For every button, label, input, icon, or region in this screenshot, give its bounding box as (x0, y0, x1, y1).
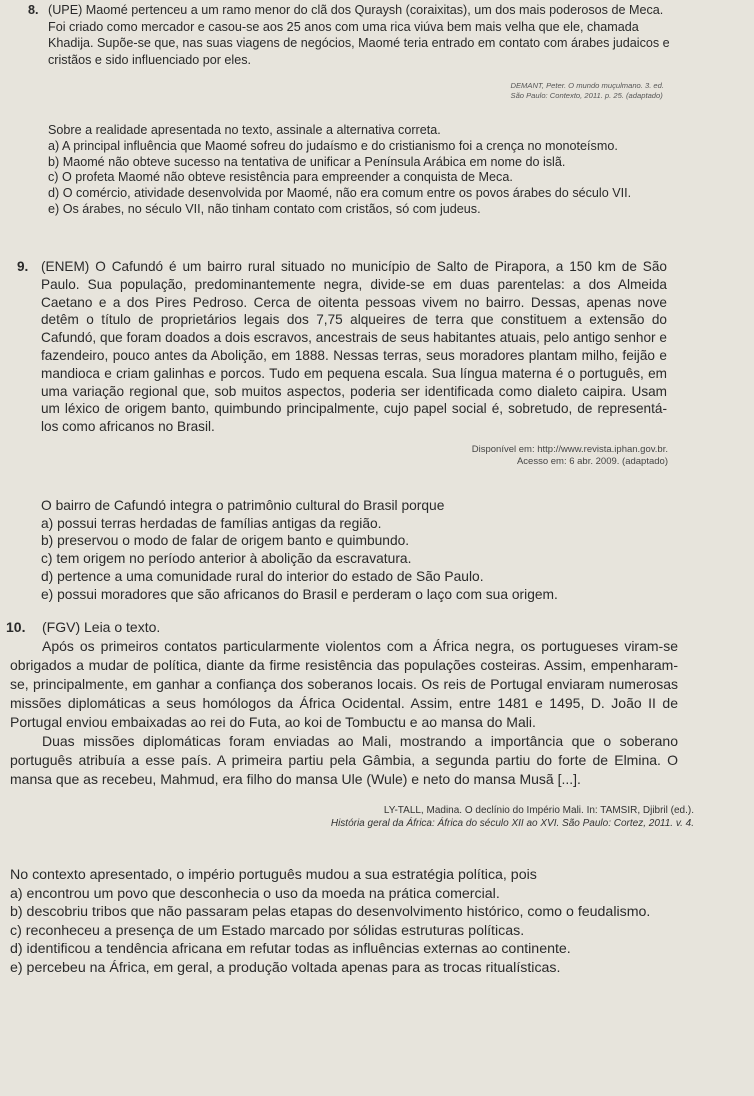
question-prompt-block (10, 866, 710, 978)
question-prompt: O bairro de Cafundó integra o patrimônio cultural do Brasil porque (41, 498, 445, 513)
alternative-b[interactable]: b) descobriu tribos que não passaram pelas etapas do desenvolvimento histórico, como o feudalismo. (10, 904, 651, 921)
alternative-c[interactable]: c) tem origem no período anterior à abolição da escravatura. (41, 551, 412, 567)
source-line: LY-TALL, Madina. O declínio do Império Mali. In: TAMSIR, Djibril (ed.). (383, 805, 694, 816)
alternative-a[interactable]: a) encontrou um povo que desconhecia o uso da moeda na prática comercial. (10, 885, 500, 902)
source-line: Disponível em: http://www.revista.iphan.gov.br. (471, 444, 668, 455)
source-line: DEMANT, Peter. O mundo muçulmano. 3. ed. (510, 81, 664, 90)
question-prompt-block (48, 123, 688, 218)
question-text: (ENEM) O Cafundó é um bairro rural situado no município de Salto de Pirapora, a 150 km de São Paulo. Sua população, predominantemente negra, divide-se em duas parentelas: a dos Almeida Caetano e a dos Pires Pedroso. Cerca de oitenta pessoas vivem no bairro. Dessas, apenas nove detêm o título de proprietários legais dos 7,75 alqueires de terra que constituem a extensão do Cafundó, que foram doados a dois escravos, ancestrais de seus habitantes atuais, pelo antigo senhor e fazendeiro, pouco antes da Abolição, em 1888. Nessas terras, seus moradores plantam milho, feijão e mandioca e criam galinhas e porcos. Tudo em pequena escala. Sua língua materna é o português, em uma variação regional que, sob muitos aspectos, poderia ser identificada como dialeto caipira. Usam um léxico de origem banto, quimbundo principalmente, cujo papel social é, sobretudo, de representá-los como africanos no Brasil. (41, 259, 667, 435)
source-line: História geral da África: África do século XII ao XVI. São Paulo: Cortez, 2011. v. 4. (330, 818, 694, 829)
alternative-e[interactable]: e) possui moradores que são africanos do Brasil e perderam o laço com sua origem. (41, 586, 558, 602)
question-number: 10. (6, 619, 26, 635)
question-prompt: Sobre a realidade apresentada no texto, assinale a alternativa correta. (48, 123, 441, 137)
alternative-a[interactable]: a) A principal influência que Maomé sofreu do judaísmo e do cristianismo foi a crença no monoteísmo. (48, 138, 618, 153)
question-number: 9. (17, 259, 29, 274)
question-heading: (FGV) Leia o texto. (42, 619, 161, 635)
text-paragraph: Duas missões diplomáticas foram enviadas ao Mali, mostrando a importância que o soberano português atribuía a esse país. A primeira partiu pela Gâmbia, a segunda partiu do forte de Elmina. O mansa que as recebeu, Mahmud, era filho do mansa Ule (Wule) e neto do mansa Musã [...]. (10, 733, 678, 787)
source-citation (331, 804, 694, 830)
alternative-c[interactable]: c) O profeta Maomé não obteve resistência para empreender a conquista de Meca. (48, 170, 513, 185)
text-paragraph: Após os primeiros contatos particularmente violentos com a África negra, os portugueses viram-se obrigados a mudar de política, diante da firme resistência das populações costeiras. Assim, empenharam-se, principalmente, em ganhar a confiança dos soberanos locais. Os reis de Portugal enviaram numerosas missões diplomáticas a seus homólogos da África Ocidental. Assim, entre 1481 e 1495, D. João II de Portugal enviou embaixadas ao rei do Futa, ao koi de Tombuctu e ao mansa do Mali. (10, 638, 678, 730)
question-prompt-block (41, 497, 701, 603)
alternative-d[interactable]: d) identificou a tendência africana em refutar todas as influências externas ao continente. (10, 941, 571, 958)
alternative-e[interactable]: e) percebeu na África, em geral, a produção voltada apenas para as trocas ritualísticas. (10, 959, 561, 976)
alternative-d[interactable]: d) pertence a uma comunidade rural do interior do estado de São Paulo. (41, 568, 484, 584)
alternative-a[interactable]: a) possui terras herdadas de famílias antigas da região. (41, 515, 382, 531)
alternative-c[interactable]: c) reconheceu a presença de um Estado marcado por sólidas estruturas políticas. (10, 922, 525, 939)
alternative-d[interactable]: d) O comércio, atividade desenvolvida por Maomé, não era comum entre os povos árabes do século VII. (48, 186, 632, 201)
question-prompt: No contexto apresentado, o império português mudou a sua estratégia política, pois (10, 867, 537, 883)
alternative-b[interactable]: b) Maomé não obteve sucesso na tentativa de unificar a Península Arábica em nome do islã. (48, 154, 566, 169)
source-line: Acesso em: 6 abr. 2009. (adaptado) (516, 456, 668, 467)
source-line: São Paulo: Contexto, 2011. p. 25. (adaptado) (510, 91, 663, 100)
source-citation (472, 444, 668, 468)
source-citation (511, 81, 665, 101)
question-number: 8. (28, 3, 39, 17)
question-text (10, 637, 678, 789)
question-text: (UPE) Maomé pertenceu a um ramo menor do clã dos Quraysh (coraixitas), um dos mais poderosos de Meca. Foi criado como mercador e casou-se aos 25 anos com uma rica viúva bem mais velha que ele, chamada Khadija. Supõe-se que, nas suas viagens de negócios, Maomé teria entrado em contato com árabes judaicos e cristãos e sido influenciado por eles. (48, 3, 670, 67)
alternative-b[interactable]: b) preservou o modo de falar de origem banto e quimbundo. (41, 533, 410, 549)
alternative-e[interactable]: e) Os árabes, no século VII, não tinham contato com cristãos, só com judeus. (48, 201, 481, 216)
